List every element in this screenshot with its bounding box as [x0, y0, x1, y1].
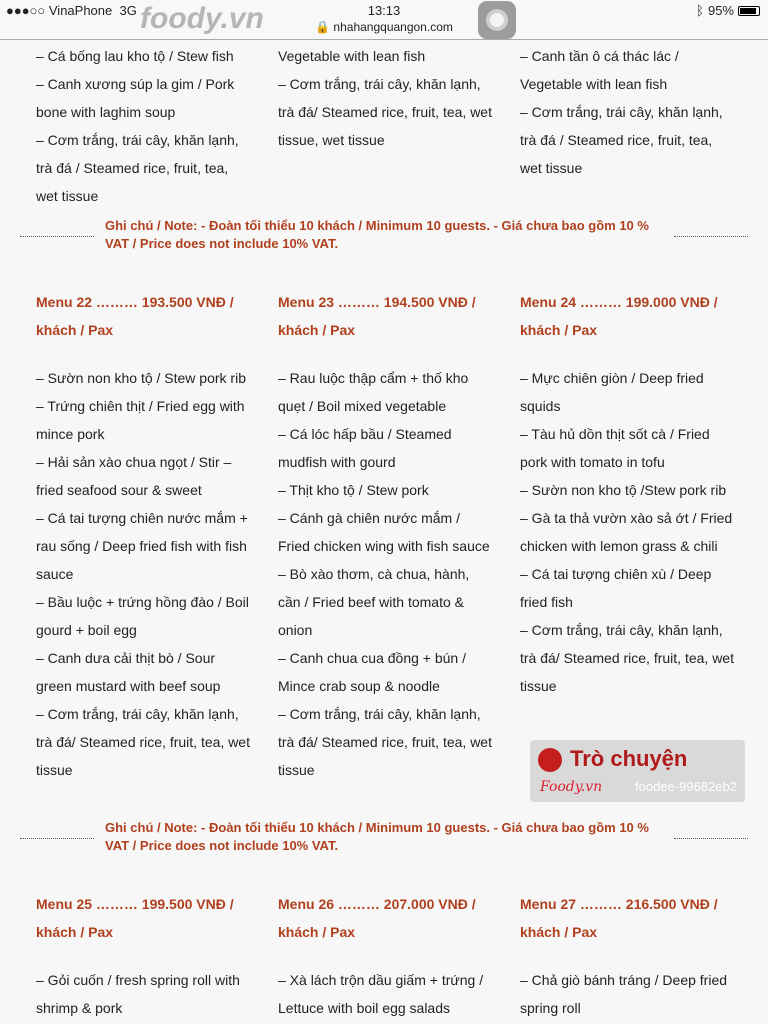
menu-23-items: – Rau luộc thập cẩm + thố kho quẹt / Boil mixed vegetable – Cá lóc hấp bầu / Steamed mudfish with gourd – Thịt kho tộ / Stew pork – Cánh gà chiên nước mắm / Fried chicken wing with fish sauce – Bò xào thơm, cà chua, hành, cần / Fried beef with tomato & onion – Canh chua cua đồng + bún / Mince crab soup & noodle – Cơm trắng, trái cây, khăn lạnh, trà đá/ Steamed rice, fruit, tea, wet tissue	[278, 370, 492, 778]
menu-25-items: – Gỏi cuốn / fresh spring roll with shrimp & pork	[36, 972, 240, 1016]
url-bar[interactable]: 🔒 nhahangquangon.com	[315, 20, 453, 34]
foody-watermark: foody.vn	[140, 2, 264, 35]
menu-27-items: – Chả giò bánh tráng / Deep fried spring roll	[520, 972, 728, 1016]
menu-24-title: Menu 24 ……… 199.000 VNĐ / khách / Pax	[520, 294, 718, 338]
chat-bubble-icon	[538, 748, 562, 772]
chat-code: foodee-99682eb2	[635, 779, 737, 794]
menu-25-title: Menu 25 ……… 199.500 VNĐ / khách / Pax	[36, 896, 234, 940]
note-2: Ghi chú / Note: - Đoàn tối thiểu 10 khách / Minimum 10 guests. - Giá chưa bao gồm 10 % VAT / Price does not include 10% VAT.	[0, 819, 768, 855]
battery-area: ᛒ 95%	[696, 3, 760, 18]
menu-22-title: Menu 22 ……… 193.500 VNĐ / khách / Pax	[36, 294, 234, 338]
menu-23-title: Menu 23 ……… 194.500 VNĐ / khách / Pax	[278, 294, 476, 338]
assistive-touch-button[interactable]	[478, 1, 516, 39]
status-bar	[0, 0, 768, 40]
clock: 13:13	[367, 3, 401, 18]
top-col-3: – Canh tần ô cá thác lác / Vegetable with lean fish – Cơm trắng, trái cây, khăn lạnh, trà đá / Steamed rice, fruit, tea, wet tissue	[520, 48, 723, 176]
chat-button[interactable]: Trò chuyện Foody.vn foodee-99682eb2	[530, 740, 745, 802]
battery-icon	[738, 6, 760, 16]
menu-24-items: – Mực chiên giòn / Deep fried squids – Tàu hủ dồn thịt sốt cà / Fried pork with tomato in tofu – Sườn non kho tộ /Stew pork rib – Gà ta thả vườn xào sả ớt / Fried chicken with lemon grass & chili – Cá tai tượng chiên xù / Deep fried fish – Cơm trắng, trái cây, khăn lạnh, trà đá/ Steamed rice, fruit, tea, wet tissue	[520, 370, 734, 694]
menu-26-items: – Xà lách trộn dầu giấm + trứng / Lettuce with boil egg salads	[278, 972, 484, 1016]
menu-26-title: Menu 26 ……… 207.000 VNĐ / khách / Pax	[278, 896, 476, 940]
top-col-1: – Cá bống lau kho tộ / Stew fish – Canh xương súp la gim / Pork bone with laghim soup – Cơm trắng, trái cây, khăn lạnh, trà đá / Steamed rice, fruit, tea, wet tissue	[36, 48, 239, 204]
carrier: ●●●○○ VinaPhone 3G	[6, 3, 137, 18]
bluetooth-icon: ᛒ	[696, 3, 704, 18]
menu-27-title: Menu 27 ……… 216.500 VNĐ / khách / Pax	[520, 896, 718, 940]
menu-22-items: – Sườn non kho tộ / Stew pork rib – Trứng chiên thịt / Fried egg with mince pork – Hải sản xào chua ngọt / Stir – fried seafood sour & sweet – Cá tai tượng chiên nước mắm + rau sống / Deep fried fish with fish sauce – Bầu luộc + trứng hồng đào / Boil gourd + boil egg – Canh dưa cải thịt bò / Sour green mustard with beef soup – Cơm trắng, trái cây, khăn lạnh, trà đá/ Steamed rice, fruit, tea, wet tissue	[36, 370, 250, 778]
note-1: Ghi chú / Note: - Đoàn tối thiểu 10 khách / Minimum 10 guests. - Giá chưa bao gồm 10 % VAT / Price does not include 10% VAT.	[0, 217, 768, 253]
foody-logo: Foody.vn	[540, 779, 603, 795]
top-col-2: Vegetable with lean fish – Cơm trắng, trái cây, khăn lạnh, trà đá/ Steamed rice, fruit, tea, wet tissue, wet tissue	[278, 48, 492, 148]
